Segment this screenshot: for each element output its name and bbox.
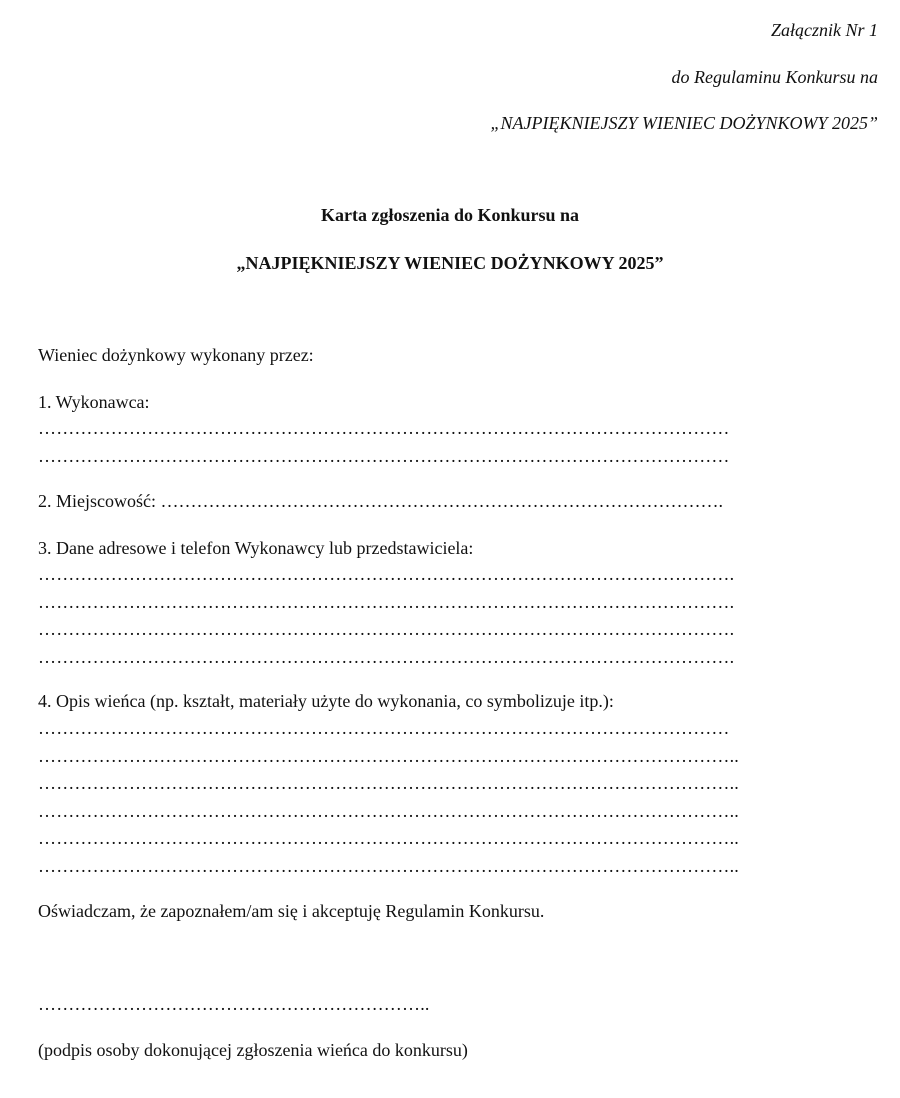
field-contractor-label: 1. Wykonawca:	[38, 392, 150, 412]
declaration-text: Oświadczam, że zapoznałem/am się i akceptuję Regulamin Konkursu.	[38, 901, 545, 921]
field-description-line[interactable]: ……………………………………………………………………………………………………..	[38, 747, 739, 765]
field-description-line[interactable]: ……………………………………………………………………………………………………..	[38, 857, 739, 875]
field-description-line[interactable]: ……………………………………………………………………………………………………..	[38, 829, 739, 847]
annex-regulation-ref: do Regulaminu Konkursu na	[671, 67, 878, 87]
field-contractor-line[interactable]: ……………………………………………………………………………………………………	[38, 419, 730, 437]
field-description-label: 4. Opis wieńca (np. kształt, materiały użyte do wykonania, co symbolizuje itp.):	[38, 691, 614, 711]
field-address-line[interactable]: …………………………………………………………………………………………………….	[38, 593, 735, 611]
field-description-line[interactable]: ……………………………………………………………………………………………………	[38, 719, 730, 737]
annex-contest-name: „NAJPIĘKNIEJSZY WIENIEC DOŻYNKOWY 2025”	[490, 113, 878, 133]
form-title: Karta zgłoszenia do Konkursu na	[320, 205, 580, 225]
field-address-label: 3. Dane adresowe i telefon Wykonawcy lub przedstawiciela:	[38, 538, 474, 558]
annex-number: Załącznik Nr 1	[770, 20, 878, 40]
field-address-line[interactable]: …………………………………………………………………………………………………….	[38, 620, 735, 638]
field-description-line[interactable]: ……………………………………………………………………………………………………..	[38, 774, 739, 792]
field-address-line[interactable]: …………………………………………………………………………………………………….	[38, 565, 735, 583]
field-locality[interactable]: 2. Miejscowość: ………………………………………………………………………………….	[38, 491, 723, 511]
signature-line[interactable]: ………………………………………………………..	[38, 995, 430, 1013]
field-contractor-line[interactable]: ……………………………………………………………………………………………………	[38, 447, 730, 465]
form-title-contest-name: „NAJPIĘKNIEJSZY WIENIEC DOŻYNKOWY 2025”	[236, 253, 664, 273]
field-address-line[interactable]: …………………………………………………………………………………………………….	[38, 648, 735, 666]
intro-text: Wieniec dożynkowy wykonany przez:	[38, 345, 314, 365]
signature-caption: (podpis osoby dokonującej zgłoszenia wieńca do konkursu)	[38, 1040, 468, 1060]
field-description-line[interactable]: ……………………………………………………………………………………………………..	[38, 802, 739, 820]
